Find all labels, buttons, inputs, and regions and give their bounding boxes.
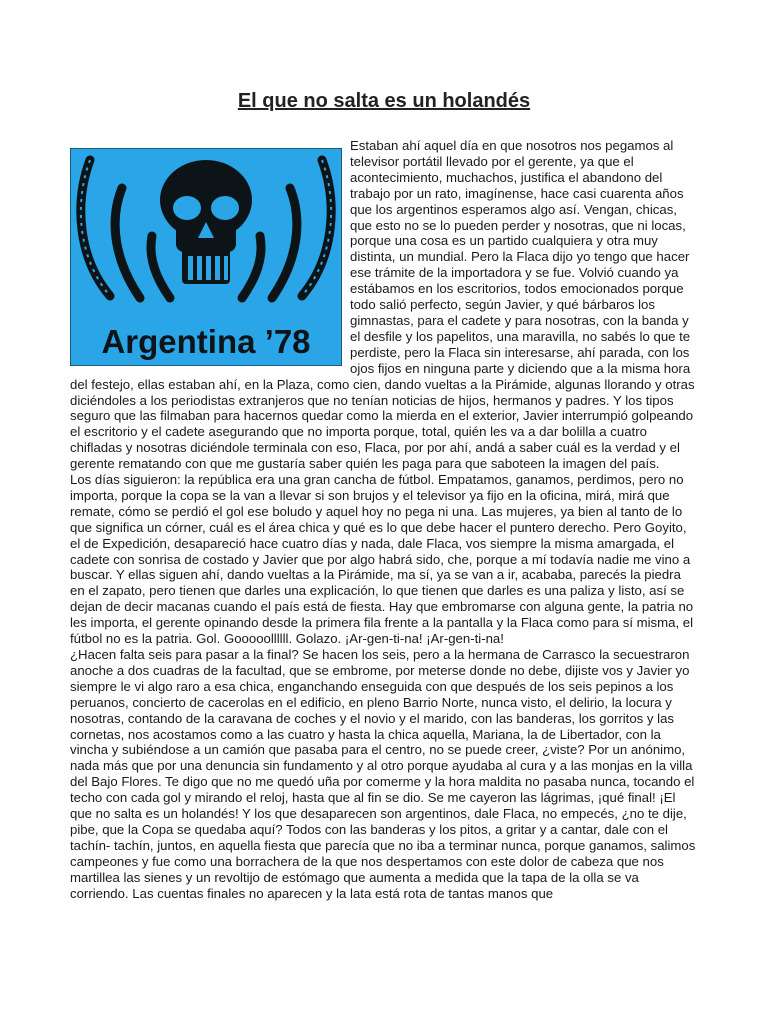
paragraph-3: ¿Hacen falta seis para pasar a la final? Se hacen los seis, pero a la hermana de Carrasco la secuestraron anoche a dos cuadras de la facultad, que se embrome, por meterse donde no debe, dijiste vos y Javier yo siempre le vi algo raro a esa chica, enganchando enseguida con que después de los seis pepinos a los peruanos, concierto de cacerolas en el edificio, en pleno Barrio Norte, nunca visto, el delirio, la locura y nosotras, contando de la caravana de coches y el novio y el marido, con las banderas, los gorritos y las cornetas, nos acostamos como a las cuatro y hasta la chica aquella, Mariana, la de Libertador, con la vincha y subiéndose a un camión que pasaba para el centro, no se puede creer, ¿viste? Por un anónimo, nada más que por una denuncia sin fundamento y al otro porque ayudaba al cura y a las monjas en la villa del Bajo Flores. Te digo que no me quedó uña por comerme y la hora maldita no pasaba nunca, tocando el techo con cada gol y mirando el reloj, hasta que al fin se dio. Se me cayeron las lágrimas, ¡qué final! ¡El que no salta es un holandés! Y los que desaparecen son argentinos, dale Flaca, no empecés, ¿no te dije, pibe, que la Copa se quedaba aquí? Todos con las banderas y los pitos, a gritar y a cantar, dale con el tachín- tachín, juntos, en aquella fiesta que parecía que no iba a terminar nunca, porque ganamos, salimos campeones y fue como una borrachera de la que nos despertamos con este dolor de cabeza que nos martillea las sienes y un revoltijo de estómago que aumenta a medida que la tapa de la olla se va corriendo. Las cuentas finales no aparecen y la lata está rota de tantas manos que — [70, 647, 696, 901]
poster-caption: Argentina ’78 — [101, 323, 311, 360]
paragraph-2: Los días siguieron: la república era una gran cancha de fútbol. Empatamos, ganamos, perdimos, pero no importa, porque la copa se la van a llevar si son brujos y el televisor ya fijo en la oficina, mirá, mirá que remate, cómo se perdió el gol ese boludo y aquel hoy no pega ni una. Las mujeres, ya bien al tanto de lo que significa un córner, cuál es el área chica y qué es lo que debe hacer el puntero derecho. Pero Goyito, el de Expedición, desapareció hace cuatro días y nada, dale Flaca, vos siempre la misma amargada, el cadete con sonrisa de costado y Javier que por algo habrá sido, che, porque a mí todavía nadie me vino a buscar. Y ellas siguen ahí, dando vueltas a la Pirámide, ma sí, ya se van a ir, acababa, parecés la piedra en el zapato, pero tienen que darles una explicación, lo que tienen que darles es una paliza y listo, así se dejan de decir macanas cuando el país está de fiesta. Hay que embromarse con alguna gente, la patria no les importa, el gerente opinando desde la primera fila frente a la pantalla y la Flaca como para sí misma, el fútbol no es la patria. Gol. Gooooollllll. Golazo. ¡Ar-gen-ti-na! ¡Ar-gen-ti-na! — [70, 472, 694, 647]
article-body — [70, 138, 698, 902]
paragraph-1: Estaban ahí aquel día en que nosotros nos pegamos al televisor portátil llevado por el gerente, ya que el acontecimiento, muchachos, justifica el abandono del trabajo por un rato, imagínense, hace casi cuarenta años que los argentinos esperamos algo así. Vengan, chicas, que esto no se lo pueden perder y nosotras, que ni locas, porque una cosa es un partido cualquiera y otra muy distinta, un mundial. Pero la Flaca dijo yo tengo que hacer ese trámite de la importadora y se fue. Volvió cuando ya estábamos en los escritorios, todos emocionados porque todo salió perfecto, según Javier, y qué bárbaros los gimnastas, para el cadete y para nosotras, con la banda y el desfile y los papelitos, una maravilla, no sabés lo que te perdiste, pero la Flaca sin interesarse, ahí parada, con los ojos fijos en ninguna parte y diciendo que a la misma hora del festejo, ellas estaban ahí, en la Plaza, como cien, dando vueltas a la Pirámide, algunas llorando y otras diciéndoles a los periodistas extranjeros que no tenían noticias de hijos, hermanos y padres. Y los tipos seguro que las filmaban para hacernos quedar como la mierda en el exterior, Javier interrumpió golpeando el escritorio y el cadete asegurando que no importa porque, total, quién les va a dar bolilla a cuatro chifladas y nosotras diciéndole terminala con eso, Flaca, por por ahí, andá a saber cuál es la verdad y el gerente rematando con que me gustaría saber quién les paga para que saboteen la imagen del país. — [70, 138, 695, 472]
page-title: El que no salta es un holandés — [237, 90, 531, 112]
argentina-78-poster — [70, 148, 342, 366]
skull-logo-icon — [70, 148, 342, 366]
